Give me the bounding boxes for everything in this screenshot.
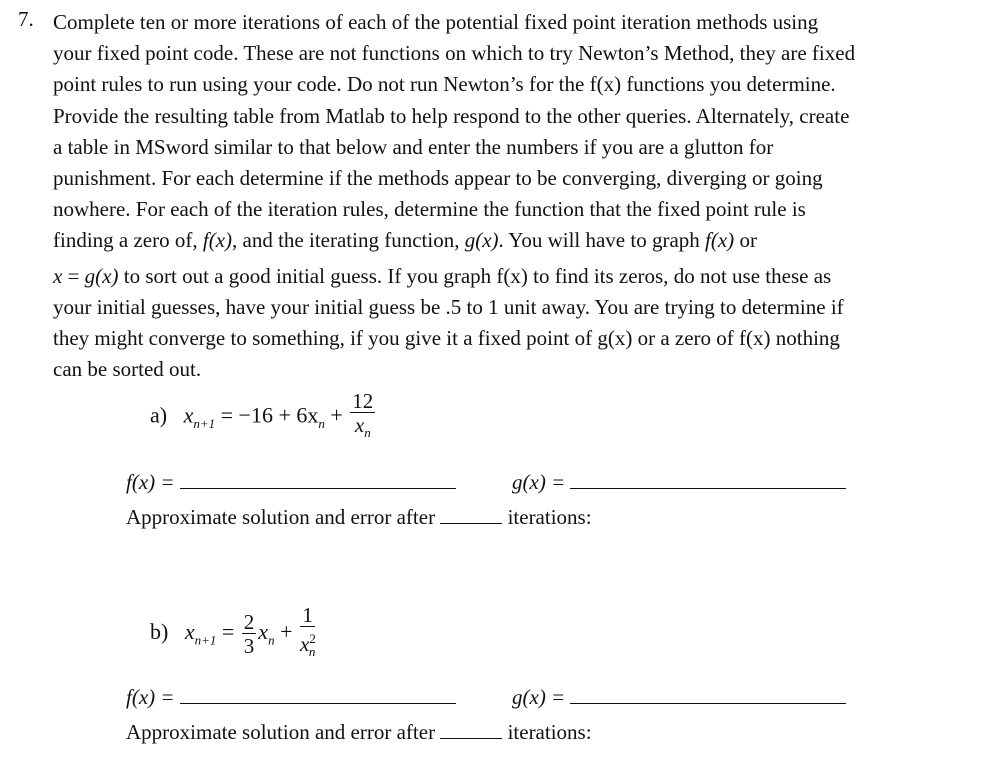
part-a-f-row bbox=[126, 470, 456, 495]
part-a-approx-row bbox=[126, 505, 592, 530]
part-a-plus: + bbox=[324, 402, 343, 428]
question-line-12: can be sorted out. bbox=[53, 357, 202, 382]
fx-symbol: f(x) bbox=[202, 228, 233, 253]
part-b-frac2-denominator: x bbox=[299, 632, 310, 656]
question-line-9 bbox=[53, 261, 968, 292]
part-b-label: b) bbox=[150, 619, 169, 645]
part-b-frac1-numerator: 2 bbox=[243, 609, 255, 634]
part-b-frac1-denominator: 3 bbox=[243, 633, 255, 658]
question-line-3: point rules to run using your code. Do not run Newton’s for the f(x) functions you determine. bbox=[53, 72, 836, 97]
part-b-approx-row bbox=[126, 720, 592, 745]
question-line-6: punishment. For each determine if the methods appear to be converging, diverging or going bbox=[53, 166, 823, 191]
part-a-iterations-blank[interactable] bbox=[440, 523, 502, 524]
question-line-8 bbox=[53, 225, 968, 256]
part-a-lhs-sub: n+1 bbox=[193, 416, 216, 432]
equals-sign: = bbox=[62, 263, 85, 288]
part-b-f-label: f(x) = bbox=[126, 685, 175, 709]
line8-text-d: or bbox=[734, 228, 757, 253]
part-a-lhs: x bbox=[183, 402, 194, 428]
question-line-10: your initial guesses, have your initial guess be .5 to 1 unit away. You are trying to determine if bbox=[53, 294, 844, 319]
x-symbol: x bbox=[53, 263, 63, 288]
part-b-fraction-2 bbox=[300, 604, 315, 664]
question-line-2: your fixed point code. These are not functions on which to try Newton’s Method, they are fixed bbox=[53, 41, 856, 66]
part-a-f-blank[interactable] bbox=[180, 488, 456, 489]
part-b-iterations-text: iterations: bbox=[507, 720, 592, 744]
line9-text: to sort out a good initial guess. If you graph f(x) to find its zeros, do not use these as bbox=[118, 263, 832, 288]
part-b-frac2-den-sup: 2 bbox=[309, 631, 316, 646]
part-b-g-blank[interactable] bbox=[570, 703, 846, 704]
part-a-approx-text: Approximate solution and error after bbox=[126, 505, 436, 529]
question-line-5: a table in MSword similar to that below and enter the numbers if you are a glutton for bbox=[53, 134, 774, 159]
question-paragraph bbox=[53, 7, 968, 385]
gx-symbol: g(x) bbox=[464, 228, 499, 253]
fx-symbol-2: f(x) bbox=[705, 228, 735, 253]
part-b-g-row bbox=[512, 685, 846, 710]
part-a-g-blank[interactable] bbox=[570, 488, 846, 489]
part-b-mid: x bbox=[258, 619, 269, 645]
part-b-lhs-sub: n+1 bbox=[194, 632, 217, 648]
part-b-frac2-numerator: 1 bbox=[300, 604, 315, 627]
part-b-equals: = bbox=[221, 619, 235, 645]
part-a-frac-numerator: 12 bbox=[352, 389, 374, 413]
part-b-lhs: x bbox=[184, 619, 195, 645]
part-a-equation bbox=[150, 390, 377, 445]
gx-symbol-2: g(x) bbox=[84, 263, 119, 288]
question-line-1: Complete ten or more iterations of each of the potential fixed point iteration methods using bbox=[53, 10, 819, 34]
question-number: 7. bbox=[18, 7, 34, 31]
part-b-frac2-den-sub: n bbox=[308, 644, 316, 660]
part-a-frac-den-sub: n bbox=[364, 425, 371, 441]
part-b-f-row bbox=[126, 685, 456, 710]
part-b-plus: + bbox=[274, 619, 293, 645]
part-a-g-row bbox=[512, 470, 846, 495]
line8-text-b: , and the iterating function, bbox=[232, 228, 465, 253]
part-a-frac-denominator: x bbox=[354, 413, 365, 437]
part-a-rhs: = −16 + 6x bbox=[220, 402, 319, 428]
line8-text-c: . You will have to graph bbox=[498, 228, 706, 253]
part-b-approx-text: Approximate solution and error after bbox=[126, 720, 436, 744]
part-b-mid-sub: n bbox=[268, 632, 275, 648]
part-b-fraction-1 bbox=[242, 611, 257, 658]
part-b-equation bbox=[150, 604, 317, 664]
part-b-iterations-blank[interactable] bbox=[440, 738, 502, 739]
part-a-label: a) bbox=[150, 402, 168, 428]
part-a-iterations-text: iterations: bbox=[507, 505, 592, 529]
question-line-7: nowhere. For each of the iteration rules, determine the function that the fixed point rule is bbox=[53, 197, 806, 222]
part-a-rhs-sub: n bbox=[318, 416, 325, 432]
part-b-f-blank[interactable] bbox=[180, 703, 456, 704]
part-a-g-label: g(x) = bbox=[512, 470, 566, 494]
part-a-f-label: f(x) = bbox=[126, 470, 175, 494]
part-b-g-label: g(x) = bbox=[512, 685, 566, 709]
part-a-fraction bbox=[350, 390, 375, 445]
question-line-4: Provide the resulting table from Matlab to help respond to the other queries. Alternately, create bbox=[53, 103, 850, 128]
line8-text-a: finding a zero of, bbox=[53, 228, 203, 253]
question-line-11: they might converge to something, if you give it a fixed point of g(x) or a zero of f(x) nothing bbox=[53, 326, 840, 351]
